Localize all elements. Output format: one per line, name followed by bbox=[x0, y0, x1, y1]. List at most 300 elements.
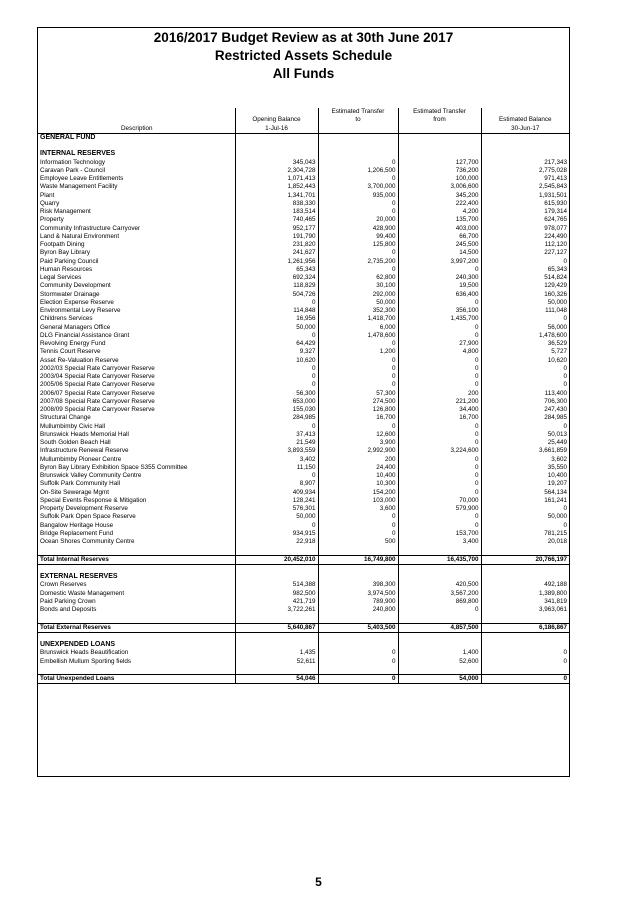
opening-balance-cell: 2,304,728 bbox=[235, 167, 318, 175]
table-row bbox=[38, 315, 569, 323]
estimated-balance-cell: 0 bbox=[481, 315, 569, 323]
transfer-from-cell: 0 bbox=[398, 522, 481, 530]
estimated-balance-cell: 56,000 bbox=[481, 324, 569, 332]
estimated-balance-cell: 19,207 bbox=[481, 480, 569, 488]
header-balance-blank bbox=[481, 108, 569, 116]
estimated-balance-cell: 0 bbox=[481, 658, 569, 666]
opening-balance-cell: 114,848 bbox=[235, 307, 318, 315]
transfer-from-cell: 0 bbox=[398, 299, 481, 307]
total-row bbox=[38, 555, 569, 564]
estimated-balance-cell: 2,545,843 bbox=[481, 183, 569, 191]
estimated-balance-cell: 113,400 bbox=[481, 390, 569, 398]
estimated-balance-cell: 179,314 bbox=[481, 208, 569, 216]
transfer-from-cell: 222,400 bbox=[398, 200, 481, 208]
table-row bbox=[38, 266, 569, 274]
opening-balance-cell: 9,327 bbox=[235, 348, 318, 356]
transfer-from-cell bbox=[398, 142, 481, 150]
opening-balance-cell bbox=[235, 133, 318, 142]
row-label: Land & Natural Environment bbox=[40, 232, 120, 240]
estimated-balance-cell: 224,490 bbox=[481, 233, 569, 241]
transfer-from-cell bbox=[398, 641, 481, 649]
header-transfer-from-line2: from bbox=[398, 116, 481, 124]
opening-balance-cell: 1,852,443 bbox=[235, 183, 318, 191]
estimated-balance-cell: 217,343 bbox=[481, 159, 569, 167]
transfer-to-cell bbox=[318, 641, 398, 649]
table-row bbox=[38, 538, 569, 546]
header-transfer-to-line1: Estimated Transfer bbox=[318, 108, 398, 116]
row-label: Total Internal Reserves bbox=[38, 555, 235, 564]
transfer-to-cell: 3,974,500 bbox=[318, 590, 398, 598]
estimated-balance-cell: 971,413 bbox=[481, 175, 569, 183]
table-row bbox=[38, 208, 569, 216]
opening-balance-cell: 155,030 bbox=[235, 406, 318, 414]
row-label: Community Development bbox=[40, 282, 111, 290]
transfer-from-cell: 66,700 bbox=[398, 233, 481, 241]
table-row bbox=[38, 332, 569, 340]
estimated-balance-cell: 341,819 bbox=[481, 598, 569, 606]
row-label: Brunswick Valley Community Centre bbox=[40, 472, 142, 479]
transfer-to-cell: 0 bbox=[318, 357, 398, 365]
transfer-to-cell: 30,100 bbox=[318, 282, 398, 290]
estimated-balance-cell: 10,620 bbox=[481, 357, 569, 365]
transfer-from-cell: 0 bbox=[398, 513, 481, 521]
row-label: Brunswick Heads Memorial Hall bbox=[40, 430, 129, 438]
opening-balance-cell bbox=[235, 564, 318, 573]
header-balance-line1: Estimated Balance bbox=[481, 116, 569, 124]
opening-balance-cell: 231,820 bbox=[235, 241, 318, 249]
header-opening-line2: 1-Jul-16 bbox=[235, 125, 318, 134]
estimated-balance-cell: 50,000 bbox=[481, 299, 569, 307]
transfer-from-cell: 1,400 bbox=[398, 649, 481, 657]
opening-balance-cell: 345,043 bbox=[235, 159, 318, 167]
opening-balance-cell: 740,465 bbox=[235, 216, 318, 224]
table-row bbox=[38, 340, 569, 348]
header-balance-line2: 30-Jun-17 bbox=[481, 125, 569, 134]
estimated-balance-cell: 227,127 bbox=[481, 249, 569, 257]
opening-balance-cell: 54,046 bbox=[235, 675, 318, 684]
estimated-balance-cell bbox=[481, 573, 569, 581]
transfer-from-cell: 221,200 bbox=[398, 398, 481, 406]
transfer-from-cell: 3,997,200 bbox=[398, 258, 481, 266]
opening-balance-cell bbox=[235, 142, 318, 150]
estimated-balance-cell: 5,727 bbox=[481, 348, 569, 356]
transfer-to-cell: 12,600 bbox=[318, 431, 398, 439]
estimated-balance-cell: 25,449 bbox=[481, 439, 569, 447]
row-label: 2005/06 Special Rate Carryover Reserve bbox=[40, 381, 155, 389]
transfer-from-cell: 4,200 bbox=[398, 208, 481, 216]
transfer-from-cell: 0 bbox=[398, 266, 481, 274]
opening-balance-cell: 982,500 bbox=[235, 590, 318, 598]
transfer-from-cell: 403,000 bbox=[398, 225, 481, 233]
transfer-to-cell: 10,400 bbox=[318, 472, 398, 480]
row-label: Suffolk Park Community Hall bbox=[40, 480, 121, 488]
transfer-from-cell: 4,857,500 bbox=[398, 623, 481, 632]
row-label: Crown Reserves bbox=[40, 581, 87, 589]
transfer-from-cell: 245,500 bbox=[398, 241, 481, 249]
row-label: Property bbox=[40, 216, 64, 224]
table-row bbox=[38, 431, 569, 439]
transfer-to-cell: 126,800 bbox=[318, 406, 398, 414]
header-blank bbox=[38, 108, 235, 116]
row-label: GENERAL FUND bbox=[40, 133, 96, 141]
transfer-to-cell: 0 bbox=[318, 208, 398, 216]
estimated-balance-cell: 160,326 bbox=[481, 291, 569, 299]
header-blank-2 bbox=[38, 116, 235, 124]
estimated-balance-cell: 0 bbox=[481, 423, 569, 431]
row-label bbox=[38, 546, 235, 555]
opening-balance-cell: 0 bbox=[235, 373, 318, 381]
opening-balance-cell: 1,261,956 bbox=[235, 258, 318, 266]
opening-balance-cell: 421,719 bbox=[235, 598, 318, 606]
row-label: Infrastructure Renewal Reserve bbox=[40, 447, 129, 455]
table-row bbox=[38, 658, 569, 666]
table-row bbox=[38, 241, 569, 249]
transfer-to-cell: 1,200 bbox=[318, 348, 398, 356]
row-label: Domestic Waste Management bbox=[40, 589, 125, 597]
report-subtitle: Restricted Assets Schedule bbox=[214, 48, 393, 63]
transfer-to-cell bbox=[318, 564, 398, 573]
transfer-to-cell: 0 bbox=[318, 373, 398, 381]
opening-balance-cell: 56,300 bbox=[235, 390, 318, 398]
transfer-to-cell: 6,000 bbox=[318, 324, 398, 332]
transfer-from-cell: 3,400 bbox=[398, 538, 481, 546]
estimated-balance-cell: 0 bbox=[481, 649, 569, 657]
transfer-from-cell: 200 bbox=[398, 390, 481, 398]
transfer-from-cell: 3,224,600 bbox=[398, 447, 481, 455]
transfer-from-cell: 3,006,600 bbox=[398, 183, 481, 191]
transfer-to-cell: 2,735,200 bbox=[318, 258, 398, 266]
row-label: Information Technology bbox=[40, 158, 105, 166]
opening-balance-cell: 52,611 bbox=[235, 658, 318, 666]
estimated-balance-cell bbox=[481, 564, 569, 573]
opening-balance-cell: 64,429 bbox=[235, 340, 318, 348]
row-label: Byron Bay Library Exhibition Space S355 Committee bbox=[40, 463, 188, 471]
opening-balance-cell: 10,620 bbox=[235, 357, 318, 365]
opening-balance-cell: 514,388 bbox=[235, 581, 318, 589]
table-row bbox=[38, 423, 569, 431]
transfer-to-cell: 5,403,500 bbox=[318, 623, 398, 632]
row-label: Employee Leave Entitlements bbox=[40, 175, 124, 182]
transfer-to-cell: 3,700,000 bbox=[318, 183, 398, 191]
estimated-balance-cell: 1,478,600 bbox=[481, 332, 569, 340]
row-label: UNEXPENDED LOANS bbox=[40, 641, 116, 648]
transfer-to-cell: 0 bbox=[318, 340, 398, 348]
row-label: Childrens Services bbox=[40, 315, 93, 323]
row-label: Caravan Park - Council bbox=[40, 166, 106, 174]
transfer-to-cell: 0 bbox=[318, 266, 398, 274]
opening-balance-cell: 3,722,261 bbox=[235, 606, 318, 614]
transfer-to-cell: 154,200 bbox=[318, 489, 398, 497]
table-row bbox=[38, 472, 569, 480]
transfer-from-cell: 0 bbox=[398, 464, 481, 472]
row-label: On-Site Sewerage Mgmt bbox=[40, 488, 109, 496]
opening-balance-cell bbox=[235, 150, 318, 158]
table-row bbox=[38, 513, 569, 521]
opening-balance-cell: 5,640,867 bbox=[235, 623, 318, 632]
estimated-balance-cell: 0 bbox=[481, 522, 569, 530]
table-row bbox=[38, 373, 569, 381]
table-row bbox=[38, 192, 569, 200]
opening-balance-cell: 0 bbox=[235, 522, 318, 530]
transfer-to-cell bbox=[318, 573, 398, 581]
estimated-balance-cell: 0 bbox=[481, 365, 569, 373]
row-label: Special Events Response & Mitigation bbox=[40, 496, 147, 504]
opening-balance-cell: 21,549 bbox=[235, 439, 318, 447]
estimated-balance-cell: 161,241 bbox=[481, 497, 569, 505]
table-row bbox=[38, 225, 569, 233]
table-row bbox=[38, 291, 569, 299]
transfer-from-cell bbox=[398, 150, 481, 158]
transfer-to-cell: 0 bbox=[318, 658, 398, 666]
transfer-to-cell: 240,800 bbox=[318, 606, 398, 614]
estimated-balance-cell: 129,429 bbox=[481, 282, 569, 290]
transfer-to-cell: 125,800 bbox=[318, 241, 398, 249]
transfer-to-cell: 428,900 bbox=[318, 225, 398, 233]
table-row bbox=[38, 249, 569, 257]
transfer-from-cell: 0 bbox=[398, 480, 481, 488]
page-number: 5 bbox=[315, 875, 322, 889]
table-row bbox=[38, 365, 569, 373]
transfer-from-cell bbox=[398, 546, 481, 555]
estimated-balance-cell bbox=[481, 150, 569, 158]
table-row bbox=[38, 581, 569, 589]
row-label: Mullumbimby Pioneer Centre bbox=[40, 455, 122, 463]
row-label: 2002/03 Special Rate Carryover Reserve bbox=[40, 364, 155, 372]
transfer-to-cell: 3,600 bbox=[318, 505, 398, 513]
estimated-balance-cell: 514,824 bbox=[481, 274, 569, 282]
opening-balance-cell: 20,452,010 bbox=[235, 555, 318, 564]
header-opening-line1: Opening Balance bbox=[235, 116, 318, 124]
row-label: Byron Bay Library bbox=[40, 249, 91, 257]
row-label bbox=[38, 632, 235, 641]
transfer-to-cell: 50,000 bbox=[318, 299, 398, 307]
row-label: Election Expense Reserve bbox=[40, 298, 114, 306]
transfer-from-cell bbox=[398, 632, 481, 641]
transfer-to-cell bbox=[318, 666, 398, 675]
estimated-balance-cell: 112,120 bbox=[481, 241, 569, 249]
transfer-to-cell bbox=[318, 632, 398, 641]
opening-balance-cell: 183,514 bbox=[235, 208, 318, 216]
transfer-to-cell: 57,300 bbox=[318, 390, 398, 398]
table-row bbox=[38, 398, 569, 406]
transfer-to-cell: 3,900 bbox=[318, 439, 398, 447]
row-label: Total Unexpended Loans bbox=[38, 675, 235, 684]
transfer-from-cell bbox=[398, 614, 481, 623]
opening-balance-cell: 50,000 bbox=[235, 513, 318, 521]
estimated-balance-cell: 3,963,061 bbox=[481, 606, 569, 614]
table-row bbox=[38, 282, 569, 290]
transfer-from-cell: 345,200 bbox=[398, 192, 481, 200]
transfer-to-cell: 1,206,500 bbox=[318, 167, 398, 175]
opening-balance-cell: 576,301 bbox=[235, 505, 318, 513]
opening-balance-cell: 37,413 bbox=[235, 431, 318, 439]
table-row bbox=[38, 590, 569, 598]
transfer-to-cell: 274,500 bbox=[318, 398, 398, 406]
table-row bbox=[38, 348, 569, 356]
opening-balance-cell bbox=[235, 666, 318, 675]
transfer-from-cell bbox=[398, 564, 481, 573]
transfer-to-cell: 0 bbox=[318, 249, 398, 257]
estimated-balance-cell bbox=[481, 142, 569, 150]
spacer-row bbox=[38, 666, 569, 675]
table-row bbox=[38, 324, 569, 332]
opening-balance-cell: 0 bbox=[235, 472, 318, 480]
transfer-from-cell: 0 bbox=[398, 472, 481, 480]
row-label bbox=[38, 142, 235, 150]
report-title: 2016/2017 Budget Review as at 30th June 2017 bbox=[153, 30, 454, 45]
transfer-from-cell: 0 bbox=[398, 365, 481, 373]
transfer-to-cell: 0 bbox=[318, 522, 398, 530]
transfer-from-cell: 579,900 bbox=[398, 505, 481, 513]
transfer-to-cell: 16,700 bbox=[318, 414, 398, 422]
transfer-from-cell: 0 bbox=[398, 423, 481, 431]
estimated-balance-cell: 978,077 bbox=[481, 225, 569, 233]
transfer-to-cell: 352,300 bbox=[318, 307, 398, 315]
estimated-balance-cell: 284,985 bbox=[481, 414, 569, 422]
header-description: Description bbox=[38, 125, 235, 134]
estimated-balance-cell: 0 bbox=[481, 381, 569, 389]
opening-balance-cell: 191,790 bbox=[235, 233, 318, 241]
transfer-to-cell: 0 bbox=[318, 530, 398, 538]
opening-balance-cell: 16,956 bbox=[235, 315, 318, 323]
transfer-to-cell: 1,478,600 bbox=[318, 332, 398, 340]
estimated-balance-cell bbox=[481, 666, 569, 675]
table-row bbox=[38, 414, 569, 422]
transfer-from-cell: 27,900 bbox=[398, 340, 481, 348]
row-label: Stormwater Drainage bbox=[40, 290, 100, 298]
transfer-from-cell: 736,200 bbox=[398, 167, 481, 175]
estimated-balance-cell bbox=[481, 632, 569, 641]
estimated-balance-cell: 492,188 bbox=[481, 581, 569, 589]
opening-balance-cell: 934,915 bbox=[235, 530, 318, 538]
table-row bbox=[38, 505, 569, 513]
row-label: Embellish Mullum Sporting fields bbox=[40, 657, 131, 665]
header-opening-blank bbox=[235, 108, 318, 116]
transfer-to-cell: 16,749,800 bbox=[318, 555, 398, 564]
row-label: Footpath Dining bbox=[40, 241, 85, 248]
row-label: Bridge Replacement Fund bbox=[40, 529, 114, 537]
table-row bbox=[38, 381, 569, 389]
row-label: Bonds and Deposits bbox=[40, 606, 97, 613]
estimated-balance-cell: 1,931,501 bbox=[481, 192, 569, 200]
estimated-balance-cell: 781,215 bbox=[481, 530, 569, 538]
opening-balance-cell: 3,402 bbox=[235, 456, 318, 464]
transfer-from-cell bbox=[398, 573, 481, 581]
table-row bbox=[38, 159, 569, 167]
restricted-assets-table bbox=[38, 108, 569, 684]
table-row bbox=[38, 307, 569, 315]
schedule-frame bbox=[37, 27, 570, 777]
transfer-to-cell: 292,000 bbox=[318, 291, 398, 299]
transfer-to-cell: 103,000 bbox=[318, 497, 398, 505]
opening-balance-cell: 952,177 bbox=[235, 225, 318, 233]
row-label: Property Development Reserve bbox=[40, 505, 128, 512]
row-label: 2003/04 Special Rate Carryover Reserve bbox=[40, 373, 155, 380]
transfer-to-cell: 2,992,900 bbox=[318, 447, 398, 455]
opening-balance-cell: 692,324 bbox=[235, 274, 318, 282]
opening-balance-cell: 22,918 bbox=[235, 538, 318, 546]
header-row-1 bbox=[38, 108, 569, 116]
transfer-from-cell: 1,435,700 bbox=[398, 315, 481, 323]
estimated-balance-cell: 111,048 bbox=[481, 307, 569, 315]
transfer-to-cell bbox=[318, 150, 398, 158]
opening-balance-cell: 118,829 bbox=[235, 282, 318, 290]
spacer-row bbox=[38, 632, 569, 641]
estimated-balance-cell: 50,000 bbox=[481, 513, 569, 521]
estimated-balance-cell: 1,389,800 bbox=[481, 590, 569, 598]
row-label: Ocean Shores Community Centre bbox=[40, 538, 135, 545]
opening-balance-cell: 0 bbox=[235, 365, 318, 373]
transfer-to-cell: 0 bbox=[318, 381, 398, 389]
transfer-from-cell: 0 bbox=[398, 456, 481, 464]
row-label: Total External Reserves bbox=[38, 623, 235, 632]
transfer-to-cell: 200 bbox=[318, 456, 398, 464]
table-row bbox=[38, 175, 569, 183]
transfer-from-cell bbox=[398, 666, 481, 675]
transfer-from-cell: 0 bbox=[398, 357, 481, 365]
opening-balance-cell: 838,330 bbox=[235, 200, 318, 208]
estimated-balance-cell: 624,765 bbox=[481, 216, 569, 224]
transfer-from-cell: 70,000 bbox=[398, 497, 481, 505]
row-label bbox=[38, 564, 235, 573]
opening-balance-cell: 0 bbox=[235, 299, 318, 307]
transfer-to-cell: 0 bbox=[318, 365, 398, 373]
transfer-to-cell: 99,400 bbox=[318, 233, 398, 241]
transfer-from-cell: 356,100 bbox=[398, 307, 481, 315]
transfer-to-cell: 398,300 bbox=[318, 581, 398, 589]
table-row bbox=[38, 406, 569, 414]
estimated-balance-cell: 20,018 bbox=[481, 538, 569, 546]
opening-balance-cell bbox=[235, 546, 318, 555]
transfer-from-cell: 127,700 bbox=[398, 159, 481, 167]
spacer-row bbox=[38, 546, 569, 555]
row-label: Environmental Levy Reserve bbox=[40, 307, 121, 314]
transfer-to-cell: 789,900 bbox=[318, 598, 398, 606]
section-header-row bbox=[38, 133, 569, 142]
opening-balance-cell: 653,000 bbox=[235, 398, 318, 406]
table-row bbox=[38, 522, 569, 530]
total-row bbox=[38, 675, 569, 684]
row-label: Asset Re-Valuation Reserve bbox=[40, 356, 119, 364]
transfer-from-cell: 19,500 bbox=[398, 282, 481, 290]
opening-balance-cell: 0 bbox=[235, 423, 318, 431]
transfer-from-cell: 869,800 bbox=[398, 598, 481, 606]
estimated-balance-cell bbox=[481, 546, 569, 555]
estimated-balance-cell: 0 bbox=[481, 675, 569, 684]
row-label: Legal Services bbox=[40, 274, 82, 281]
estimated-balance-cell: 3,602 bbox=[481, 456, 569, 464]
table-row bbox=[38, 606, 569, 614]
header-transfer-from-blank bbox=[398, 125, 481, 134]
transfer-from-cell: 4,800 bbox=[398, 348, 481, 356]
row-label: Tennis Court Reserve bbox=[40, 348, 101, 356]
estimated-balance-cell: 10,400 bbox=[481, 472, 569, 480]
header-transfer-to-blank bbox=[318, 125, 398, 134]
transfer-from-cell: 52,600 bbox=[398, 658, 481, 666]
transfer-to-cell bbox=[318, 142, 398, 150]
row-label: Mullumbimby Civic Hall bbox=[40, 422, 106, 430]
transfer-to-cell: 20,000 bbox=[318, 216, 398, 224]
opening-balance-cell bbox=[235, 614, 318, 623]
table-row bbox=[38, 456, 569, 464]
transfer-from-cell: 0 bbox=[398, 324, 481, 332]
header-row-2 bbox=[38, 116, 569, 124]
table-row bbox=[38, 649, 569, 657]
header-transfer-from-line1: Estimated Transfer bbox=[398, 108, 481, 116]
estimated-balance-cell: 6,186,867 bbox=[481, 623, 569, 632]
transfer-to-cell: 0 bbox=[318, 513, 398, 521]
table-row bbox=[38, 598, 569, 606]
